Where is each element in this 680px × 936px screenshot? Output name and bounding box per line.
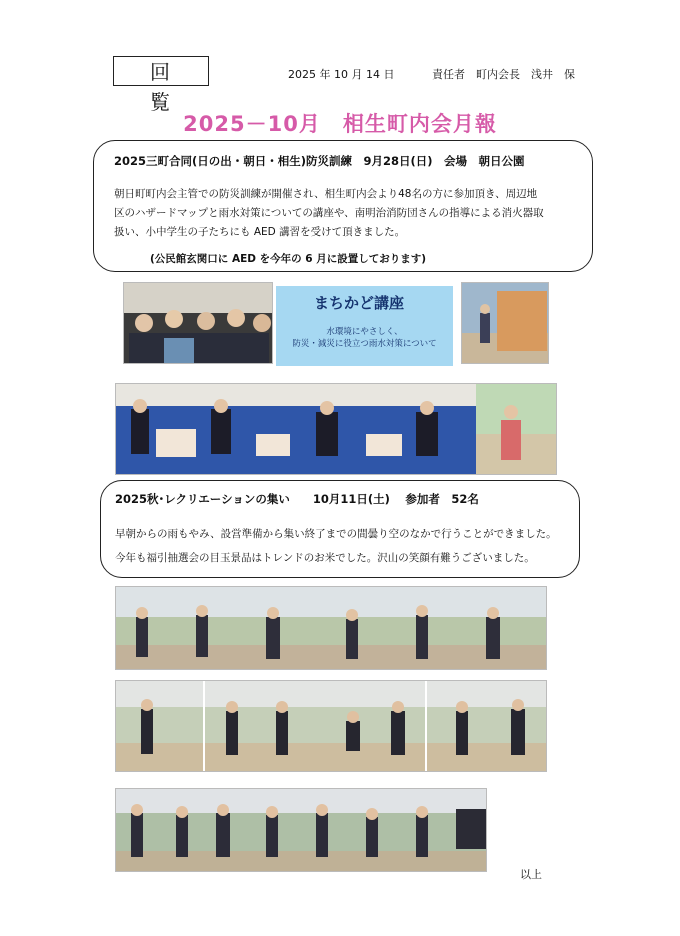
drill-heading: 2025三町合同(日の出・朝日・相生)防災訓練 9月28日(日) 会場 朝日公園 bbox=[114, 154, 525, 168]
lecture-banner bbox=[276, 286, 453, 366]
drill-body-line-1: 朝日町町内会主管での防災訓練が開催され、相生町内会より48名の方に参加頂き、周辺地 bbox=[114, 188, 538, 200]
banner-title: まちかど講座 bbox=[314, 294, 405, 312]
circular-label: 回 覧 bbox=[113, 56, 209, 86]
drill-body-line-2: 区のハザードマップと雨水対策についての講座や、南明治消防団さんの指導による消火器取 bbox=[114, 207, 544, 219]
photo-recreation-raffle bbox=[115, 680, 547, 772]
photo-extinguisher-outdoor bbox=[461, 282, 549, 364]
end-mark: 以上 bbox=[520, 868, 542, 881]
issue-date: 2025 年 10 月 14 日 bbox=[288, 68, 395, 81]
photo-aed-training bbox=[115, 383, 557, 475]
photo-lecture-audience bbox=[123, 282, 273, 364]
aed-note: (公民館玄関口に AED を今年の 6 月に設置しております) bbox=[150, 253, 427, 265]
photo-recreation-games bbox=[115, 586, 547, 670]
recreation-body-line-2: 今年も福引抽選会の目玉景品はトレンドのお米でした。沢山の笑顔有難うございました。 bbox=[115, 552, 535, 564]
recreation-info-box bbox=[100, 480, 580, 578]
responsible-person: 責任者 町内会長 浅井 保 bbox=[432, 68, 575, 81]
banner-line-2: 防災・減災に役立つ雨水対策について bbox=[292, 339, 437, 349]
page-title: 2025－10月 相生町内会月報 bbox=[183, 112, 497, 136]
drill-body-line-3: 扱い、小中学生の子たちにも AED 講習を受けて頂きました。 bbox=[114, 226, 406, 238]
photo-recreation-crowd bbox=[115, 788, 487, 872]
recreation-heading: 2025秋･レクリエーションの集い 10月11日(土) 参加者 52名 bbox=[115, 492, 479, 506]
banner-line-1: 水環境にやさしく、 bbox=[326, 327, 403, 337]
recreation-body-line-1: 早朝からの雨もやみ、設営準備から集い終了までの間曇り空のなかで行うことができました。 bbox=[115, 528, 557, 540]
